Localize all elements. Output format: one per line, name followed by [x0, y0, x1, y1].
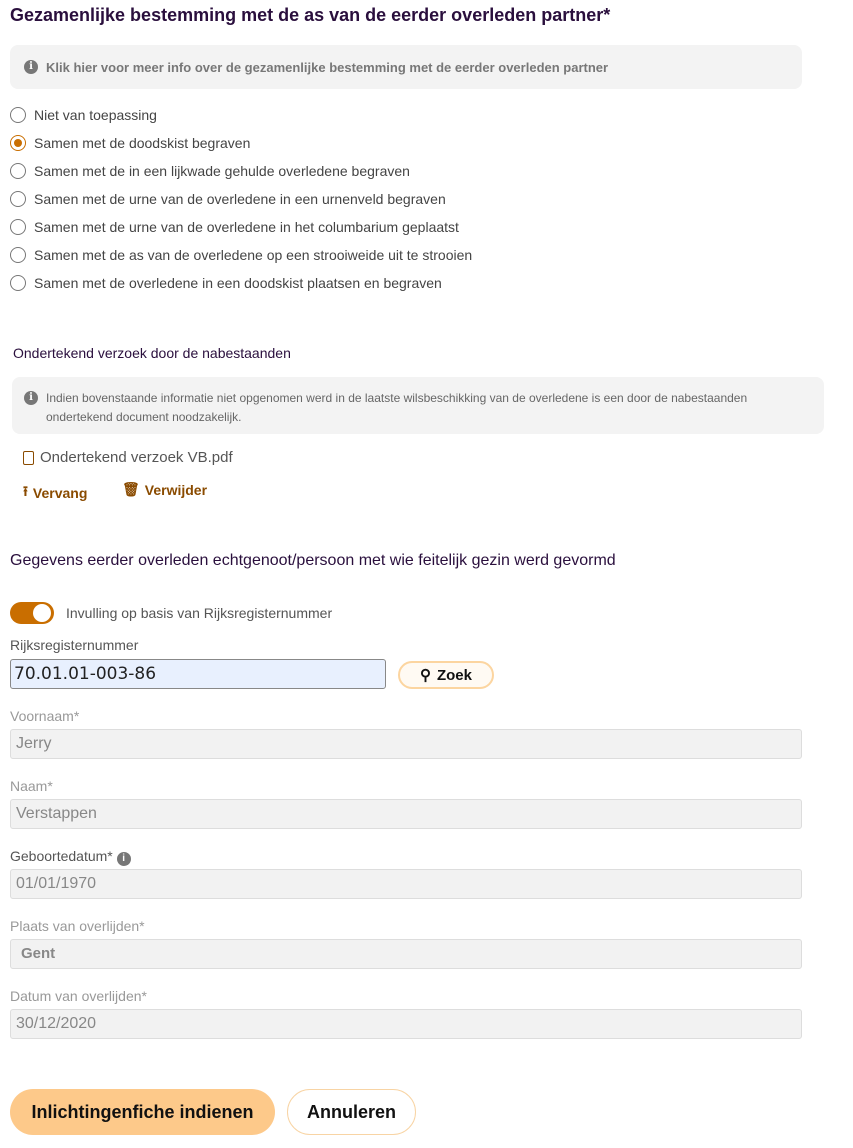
rrn-toggle[interactable]	[10, 602, 54, 624]
readonly-field: 30/12/2020	[10, 1009, 802, 1039]
replace-label: Vervang	[32, 485, 88, 501]
info-icon: i	[24, 391, 38, 405]
radio-label: Samen met de doodskist begraven	[34, 135, 251, 151]
delete-label: Verwijder	[144, 481, 208, 498]
radio-button[interactable]	[10, 191, 26, 207]
info-link-box[interactable]	[10, 45, 802, 89]
radio-button[interactable]	[10, 163, 26, 179]
readonly-field: Jerry	[10, 729, 802, 759]
radio-label: Samen met de urne van de overledene in het columbarium geplaatst	[34, 219, 459, 235]
readonly-field: Gent	[10, 939, 802, 969]
cancel-button[interactable]: Annuleren	[287, 1089, 416, 1135]
radio-option[interactable]	[10, 247, 472, 263]
radio-option[interactable]	[10, 191, 446, 207]
section-title-joint-destination: Gezamenlijke bestemming met de as van de eerder overleden partner*	[10, 5, 611, 25]
uploaded-file[interactable]	[23, 449, 233, 466]
section-title-partner-data: Gegevens eerder overleden echtgenoot/persoon met wie feitelijk gezin werd gevormd	[10, 552, 616, 569]
field-label	[10, 848, 131, 866]
radio-label: Samen met de overledene in een doodskist plaatsen en begraven	[34, 275, 442, 291]
upload-icon: ⭱	[23, 483, 28, 499]
toggle-label: Invulling op basis van Rijksregisternummer	[66, 605, 333, 621]
field-label-text: Plaats van overlijden*	[10, 918, 145, 934]
rrn-label: Rijksregisternummer	[10, 637, 139, 653]
field-label	[10, 778, 53, 794]
field-label-text: Voornaam*	[10, 708, 80, 724]
radio-option[interactable]	[10, 275, 442, 291]
radio-button[interactable]	[10, 135, 26, 151]
radio-button[interactable]	[10, 219, 26, 235]
radio-label: Samen met de as van de overledene op een strooiweide uit te strooien	[34, 247, 473, 263]
section-title-signed-request: Ondertekend verzoek door de nabestaanden	[13, 345, 291, 361]
search-button[interactable]	[398, 661, 494, 689]
info-box-signed-request	[12, 377, 824, 434]
info-icon: i	[24, 60, 38, 74]
search-icon: ⚲	[419, 667, 431, 684]
radio-button[interactable]	[10, 275, 26, 291]
field-label-text: Datum van overlijden*	[10, 988, 147, 1004]
info-icon[interactable]: i	[117, 852, 131, 866]
readonly-field: Verstappen	[10, 799, 802, 829]
file-icon	[23, 451, 34, 465]
radio-label: Samen met de urne van de overledene in een urnenveld begraven	[34, 191, 446, 207]
radio-button[interactable]	[10, 247, 26, 263]
submit-button[interactable]: Inlichtingenfiche indienen	[10, 1089, 275, 1135]
rrn-input[interactable]	[10, 659, 386, 689]
radio-button[interactable]	[10, 107, 26, 123]
trash-icon: 🗑	[122, 481, 140, 497]
field-label-text: Geboortedatum*	[10, 848, 113, 864]
readonly-field: 01/01/1970	[10, 869, 802, 899]
field-label-text: Naam*	[10, 778, 53, 794]
field-label	[10, 918, 145, 934]
radio-option[interactable]	[10, 219, 459, 235]
radio-option[interactable]	[10, 135, 250, 151]
file-name: Ondertekend verzoek VB.pdf	[40, 449, 233, 466]
field-label	[10, 708, 79, 724]
delete-button[interactable]	[122, 481, 207, 498]
radio-label: Niet van toepassing	[34, 107, 157, 123]
info-text: Indien bovenstaande informatie niet opgenomen werd in de laatste wilsbeschikking van de overledene is een door de nabestaanden ondertekend document noodzakelijk.	[46, 391, 748, 424]
search-label: Zoek	[436, 666, 472, 684]
field-label	[10, 988, 147, 1004]
replace-button[interactable]	[23, 481, 87, 505]
info-text: Klik hier voor meer info over de gezamenlijke bestemming met de eerder overleden partner	[46, 60, 609, 75]
radio-label: Samen met de in een lijkwade gehulde overledene begraven	[34, 163, 410, 179]
radio-option[interactable]	[10, 107, 157, 123]
radio-option[interactable]	[10, 163, 410, 179]
